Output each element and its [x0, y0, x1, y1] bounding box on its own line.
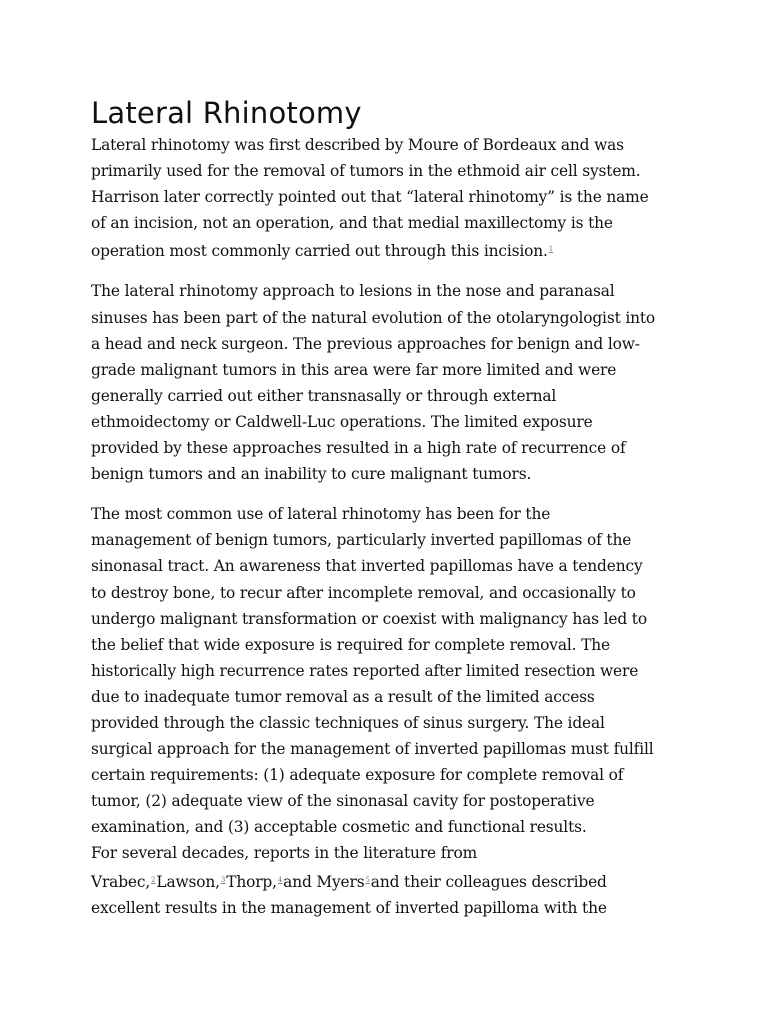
footnote-ref-link[interactable]: 5 — [365, 875, 370, 884]
text-line: Harrison later correctly pointed out that “lateral rhinotomy” is the name — [91, 188, 649, 207]
text-line: historically high recurrence rates reported after limited resection were — [91, 661, 639, 680]
document-page — [91, 96, 691, 921]
text-line: For several decades, reports in the literature from — [91, 844, 478, 863]
text-segment: and their colleagues described — [370, 872, 607, 891]
author-thorp: Thorp, — [226, 872, 277, 891]
paragraph-4 — [91, 840, 691, 920]
text-line: sinonasal tract. An awareness that inverted papillomas have a tendency — [91, 557, 643, 576]
text-line: surgical approach for the management of inverted papillomas must fulfill — [91, 740, 654, 759]
text-line: generally carried out either transnasally or through external — [91, 386, 557, 405]
paragraph-3 — [91, 501, 691, 840]
text-line: grade malignant tumors in this area were far more limited and were — [91, 360, 617, 379]
author-vrabec: Vrabec, — [91, 872, 151, 891]
text-segment: operation most commonly carried out through this incision. — [91, 242, 548, 261]
author-myers: and Myers — [283, 872, 365, 891]
footnote-ref-link[interactable]: 1 — [548, 245, 554, 254]
paragraph-1 — [91, 132, 691, 264]
text-line: a head and neck surgeon. The previous approaches for benign and low- — [91, 334, 640, 353]
text-line: primarily used for the removal of tumors in the ethmoid air cell system. — [91, 162, 641, 181]
text-line: undergo malignant transformation or coexist with malignancy has led to — [91, 609, 647, 628]
text-line: excellent results in the management of inverted papilloma with the — [91, 898, 607, 917]
text-line: tumor, (2) adequate view of the sinonasal cavity for postoperative — [91, 792, 595, 811]
text-line: certain requirements: (1) adequate exposure for complete removal of — [91, 766, 624, 785]
text-line: provided through the classic techniques of sinus surgery. The ideal — [91, 713, 605, 732]
text-line: Lateral rhinotomy was first described by Moure of Bordeaux and was — [91, 136, 624, 154]
text-line: due to inadequate tumor removal as a result of the limited access — [91, 687, 595, 706]
text-line: of an incision, not an operation, and that medial maxillectomy is the — [91, 214, 613, 233]
text-line: to destroy bone, to recur after incomplete removal, and occasionally to — [91, 583, 636, 602]
text-line: The lateral rhinotomy approach to lesions in the nose and paranasal — [91, 282, 615, 301]
paragraph-2 — [91, 278, 691, 487]
text-line: sinuses has been part of the natural evolution of the otolaryngologist into — [91, 308, 656, 327]
text-line-with-ref — [91, 236, 691, 264]
document-title: Lateral Rhinotomy — [91, 96, 362, 130]
text-line: the belief that wide exposure is required for complete removal. The — [91, 635, 610, 654]
text-line: management of benign tumors, particularly inverted papillomas of the — [91, 531, 632, 550]
text-line: examination, and (3) acceptable cosmetic and functional results. — [91, 818, 587, 837]
footnote-ref-link[interactable]: 3 — [220, 875, 226, 884]
text-line: benign tumors and an inability to cure malignant tumors. — [91, 465, 532, 484]
footnote-ref-link[interactable]: 2 — [151, 875, 156, 884]
text-line: ethmoidectomy or Caldwell-Luc operations. The limited exposure — [91, 412, 593, 431]
footnote-ref-link[interactable]: 4 — [277, 875, 283, 884]
text-line: The most common use of lateral rhinotomy has been for the — [91, 505, 551, 524]
text-line-with-refs — [91, 867, 691, 895]
text-line: provided by these approaches resulted in a high rate of recurrence of — [91, 439, 626, 458]
author-lawson: Lawson, — [156, 872, 220, 891]
